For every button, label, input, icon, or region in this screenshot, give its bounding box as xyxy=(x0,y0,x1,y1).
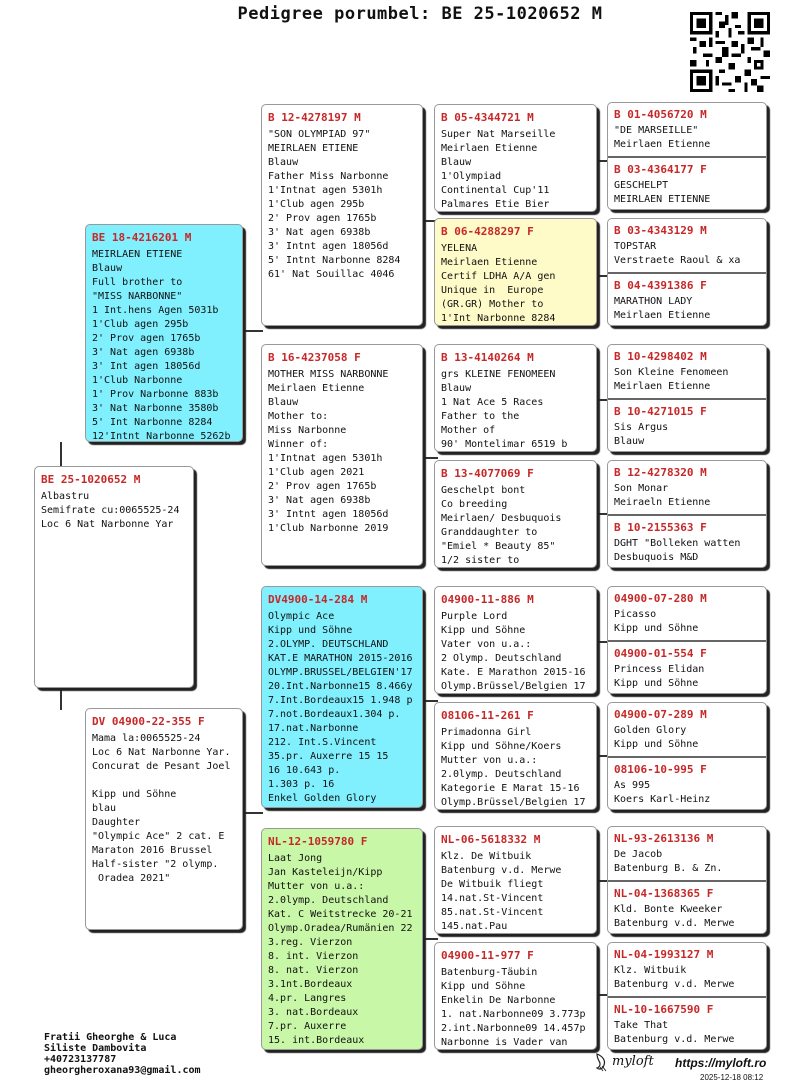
ring-number: NL-93-2613136 M xyxy=(614,832,714,845)
pigeon-details: DGHT "Bolleken watten Desbuquois M&D xyxy=(614,538,741,563)
pigeon-details: Son Kleine Fenomeen Meirlaen Etienne xyxy=(614,367,729,392)
ring-number: NL-06-5618332 M xyxy=(441,833,541,846)
ring-number: B 12-4278320 M xyxy=(614,466,707,479)
pigeon-details: "SON OLYMPIAD 97" MEIRLAEN ETIENE Blauw Father Miss Narbonne 1'Intnat agen 5301h 1'Club agen 295b 2' Prov agen 1765b 3' Nat agen 6938b 3' Intnt agen 18056d 5' Intnt Narbonne 8284 61' Nat Souillac 4046 xyxy=(268,129,401,280)
paternal-grandmother-card xyxy=(261,344,423,566)
ancestor-card xyxy=(434,942,597,1050)
connector-line xyxy=(422,457,438,459)
ring-number: B 12-4278197 M xyxy=(268,111,361,124)
ring-number: BE 18-4216201 M xyxy=(92,231,192,244)
pigeon-details: MEIRLAEN ETIENE Blauw Full brother to "MISS NARBONNE" 1 Int.hens Agen 5031b 1'Club agen 295b 2' Prov agen 1765b 3' Nat agen 6938b 3' Int agen 18056d 1'Club Narbonne 1' Prov Narbonne 883b 3' Nat Narbonne 3580b 5' Int Narbonne 8284 12'Intnt Narbonne 5262b xyxy=(92,249,231,442)
connector-line xyxy=(422,938,438,940)
pigeon-details: De Jacob Batenburg B. & Zn. xyxy=(614,849,723,874)
pigeon-details: As 995 Koers Karl-Heinz xyxy=(614,780,711,805)
ring-number: B 13-4140264 M xyxy=(441,351,534,364)
pigeon-details: Super Nat Marseille Meirlaen Etienne Blauw 1'Olympiad Continental Cup'11 Palmares Etie Bier xyxy=(441,129,556,210)
ring-number: NL-10-1667590 F xyxy=(614,1003,714,1016)
paternal-grandfather-card xyxy=(261,104,423,326)
pigeon-details: Laat Jong Jan Kasteleijn/Kipp Mutter von u.a.: 2.0lymp. Deutschland Kat. C Weitstrecke 20-21 Olymp.Oradea/Rumänien 22 3.reg. Vierzon 8. int. Vierzon 8. nat. Vierzon 3.1nt.Bordeaux 4.pr. Langres 3. nat.Bordeaux 7.pr. Auxerre 15. int.Bordeaux xyxy=(268,853,413,1046)
ring-number: B 16-4237058 F xyxy=(268,351,361,364)
connector-line xyxy=(60,686,62,710)
pigeon-details: Olympic Ace Kipp und Söhne 2.OLYMP. DEUTSCHLAND KAT.E MARATHON 2015-2016 OLYMP.BRUSSEL/BELGIEN'17 20.Int.Narbonne15 8.466y 7.Int.Bordeaux15 1.948 p 7.not.Bordeaux1.304 p. 17.nat.Narbonne 212. Int.S.Vincent 35.pr. Auxerre 15 15 16 10.643 p. 1.303 p. 16 Enkel Golden Glory xyxy=(268,611,413,804)
connector-line xyxy=(241,330,263,332)
ring-number: 04900-11-977 F xyxy=(441,949,534,962)
subject-pigeon-card xyxy=(34,466,194,688)
ancestor-card xyxy=(434,460,597,568)
maternal-grandmother-card xyxy=(261,828,423,1050)
ring-number: B 04-4391386 F xyxy=(614,279,707,292)
ancestor-card xyxy=(434,218,597,326)
pigeon-details: Kld. Bonte Kweeker Batenburg v.d. Merwe xyxy=(614,904,735,929)
pigeon-details: Geschelpt bont Co breeding Meirlaen/ Desbuquois Granddaughter to "Emiel * Beauty 85" 1/2 sister to xyxy=(441,485,562,566)
pigeon-details: Klz. Witbuik Batenburg v.d. Merwe xyxy=(614,965,735,990)
pigeon-details: Batenburg-Täubin Kipp und Söhne Enkelin De Narbonne 1. nat.Narbonne09 3.773p 2.int.Narbonne09 14.457p Narbonne is Vader van xyxy=(441,967,586,1048)
pigeon-details: Klz. De Witbuik Batenburg v.d. Merwe De Witbuik fliegt 14.nat.St-Vincent 85.nat.St-Vincent 145.nat.Pau xyxy=(441,851,562,932)
ring-number: 04900-07-280 M xyxy=(614,592,707,605)
ring-number: DV4900-14-284 M xyxy=(268,593,368,606)
ring-number: NL-12-1059780 F xyxy=(268,835,368,848)
ring-number: B 03-4364177 F xyxy=(614,163,707,176)
ancestor-pair xyxy=(607,586,767,694)
pigeon-details: Primadonna Girl Kipp und Söhne/Koers Mutter von u.a.: 2.0lymp. Deutschland Kategorie E Marat 15-16 Olymp.Brüssel/Belgien 17 xyxy=(441,727,586,808)
pigeon-details: YELENA Meirlaen Etienne Certif LDHA A/A gen Unique in Europe (GR.GR) Mother to 1'Int Narbonne 8284 xyxy=(441,243,556,324)
website-url[interactable]: https://myloft.ro xyxy=(675,1056,767,1070)
pigeon-details: Purple Lord Kipp und Söhne Vater von u.a.: 2 Olymp. Deutschland Kate. E Marathon 2015-16 Olymp.Brüssel/Belgien 17 xyxy=(441,611,586,692)
ring-number: B 06-4288297 F xyxy=(441,225,534,238)
ring-number: B 10-4298402 M xyxy=(614,350,707,363)
ring-number: B 05-4344721 M xyxy=(441,111,534,124)
ancestor-pair xyxy=(607,826,767,934)
pigeon-details: MOTHER MISS NARBONNE Meirlaen Etienne Blauw Mother to: Miss Narbonne Winner of: 1'Intnat agen 5301h 1'Club agen 2021 2' Prov agen 1765b 3' Nat agen 6938b 3' Intnt agen 18056d 1'Club Narbonne 2019 xyxy=(268,369,389,534)
connector-line xyxy=(60,442,62,468)
ring-number: NL-04-1993127 M xyxy=(614,948,714,961)
pigeon-logo-icon xyxy=(594,1052,610,1072)
pigeon-details: Golden Glory Kipp und Söhne xyxy=(614,725,699,750)
ring-number: 08106-11-261 F xyxy=(441,709,534,722)
mother-card xyxy=(85,708,243,930)
ring-number: DV 04900-22-355 F xyxy=(92,715,205,728)
ancestor-pair xyxy=(607,102,767,210)
pigeon-details: Albastru Semifrate cu:0065525-24 Loc 6 Nat Narbonne Yar xyxy=(41,491,180,530)
pigeon-details: grs KLEINE FENOMEEN Blauw 1 Nat Ace 5 Races Father to the Mother of 90' Montelimar 6519 b xyxy=(441,369,568,450)
ring-number: BE 25-1020652 M xyxy=(41,473,141,486)
ring-number: B 10-4271015 F xyxy=(614,405,707,418)
ring-number: B 01-4056720 M xyxy=(614,108,707,121)
ring-number: 04900-07-289 M xyxy=(614,708,707,721)
qr-code xyxy=(690,12,770,92)
ring-number: 04900-01-554 F xyxy=(614,647,707,660)
ring-number: B 03-4343129 M xyxy=(614,224,707,237)
myloft-logo: myloft xyxy=(612,1054,654,1069)
pigeon-details: Sis Argus Blauw xyxy=(614,422,669,447)
generated-date: 2025-12-18 08:12 xyxy=(700,1073,764,1082)
ancestor-pair xyxy=(607,702,767,810)
pigeon-details: Mama la:0065525-24 Loc 6 Nat Narbonne Yar. Concurat de Pesant Joel Kipp und Söhne blau Daughter "Olympic Ace" 2 cat. E Maraton 2016 Brussel Half-sister "2 olymp. Oradea 2021" xyxy=(92,733,231,884)
pigeon-details: Son Monar Meiraeln Etienne xyxy=(614,483,711,508)
ancestor-card xyxy=(434,702,597,810)
pigeon-details: Picasso Kipp und Söhne xyxy=(614,609,699,634)
maternal-grandfather-card xyxy=(261,586,423,808)
ring-number: B 10-2155363 F xyxy=(614,521,707,534)
ring-number: NL-04-1368365 F xyxy=(614,887,714,900)
ring-number: 04900-11-886 M xyxy=(441,593,534,606)
pigeon-details: Princess Elidan Kipp und Söhne xyxy=(614,664,705,689)
ancestor-pair xyxy=(607,344,767,452)
ancestor-card xyxy=(434,586,597,694)
pigeon-details: TOPSTAR Verstraete Raoul & xa xyxy=(614,241,741,266)
page-title: Pedigree porumbel: BE 25-1020652 M xyxy=(237,4,603,24)
connector-line xyxy=(241,812,263,814)
father-card xyxy=(85,224,243,442)
ring-number: 08106-10-995 F xyxy=(614,763,707,776)
ring-number: B 13-4077069 F xyxy=(441,467,534,480)
ancestor-card xyxy=(434,104,597,212)
ancestor-pair xyxy=(607,942,767,1050)
ancestor-pair xyxy=(607,218,767,326)
pigeon-details: Take That Batenburg v.d. Merwe xyxy=(614,1020,735,1045)
ancestor-card xyxy=(434,826,597,934)
pigeon-details: MARATHON LADY Meirlaen Etienne xyxy=(614,296,711,321)
pigeon-details: GESCHELPT MEIRLAEN ETIENNE xyxy=(614,180,711,205)
ancestor-pair xyxy=(607,460,767,568)
owner-contact: Fratii Gheorghe & Luca Siliste Dambovita +40723137787 gheorgheroxana93@gmail.com xyxy=(44,1032,201,1076)
ancestor-card xyxy=(434,344,597,452)
pigeon-details: "DE MARSEILLE" Meirlaen Etienne xyxy=(614,125,711,150)
